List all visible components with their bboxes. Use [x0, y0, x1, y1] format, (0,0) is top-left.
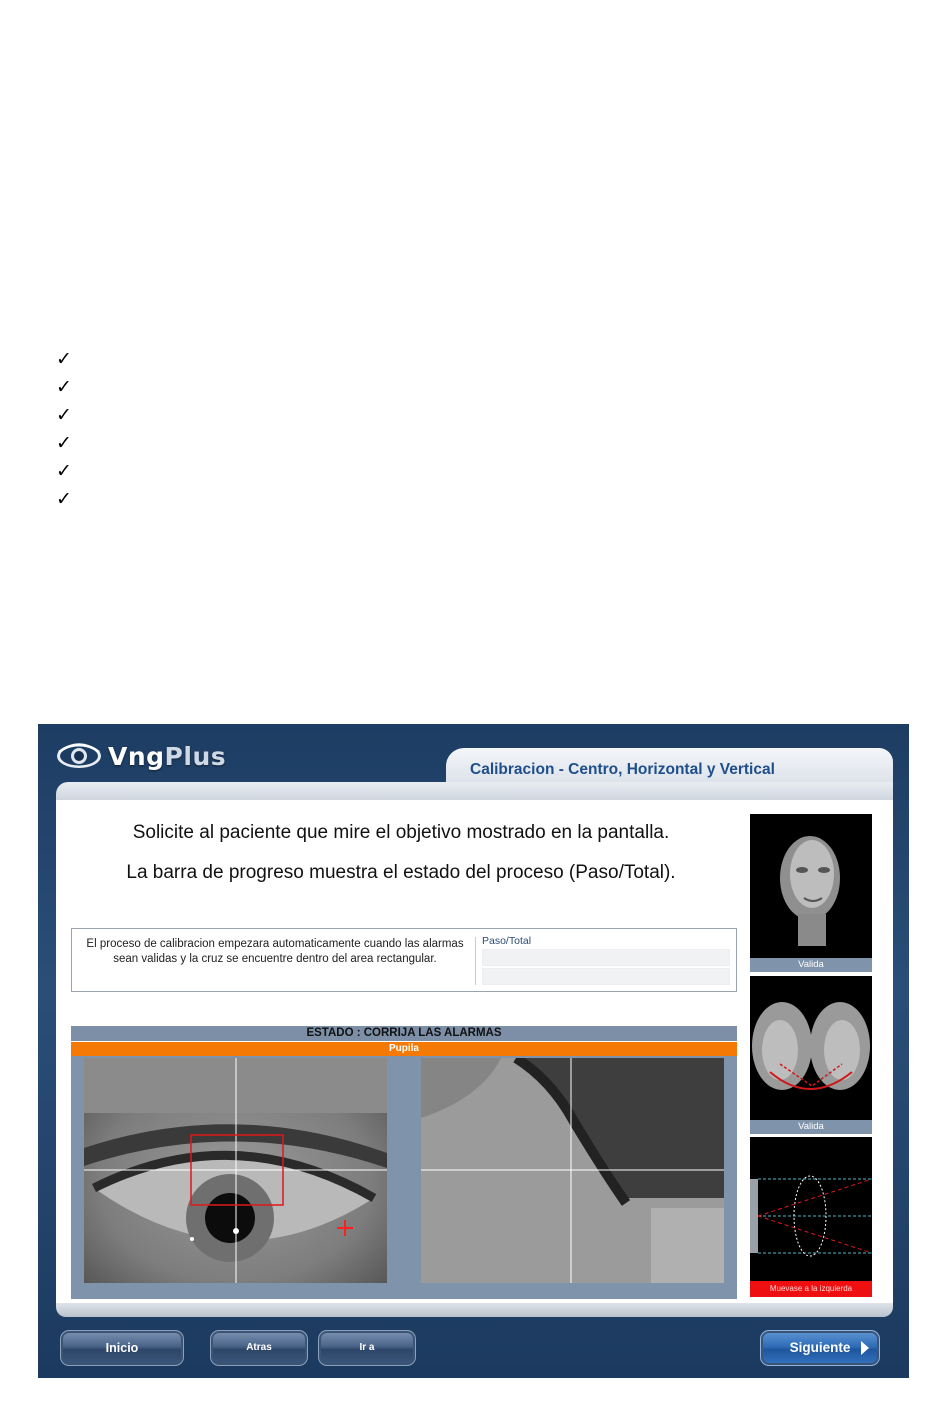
instruction-text: Solicite al paciente que mire el objetivo mostrado en la pantalla. [132, 822, 670, 843]
progress-label: Paso/Total [482, 935, 532, 947]
app-name [108, 742, 226, 771]
logo-vng: Vng [108, 741, 165, 771]
checklist-item: ✓ [56, 348, 72, 370]
target-diagram-icon [750, 1137, 872, 1281]
panel-top-edge [56, 782, 893, 800]
ir-a-button[interactable]: Ir a [318, 1330, 416, 1366]
checklist-item: ✓ [56, 432, 72, 454]
head-front-panel [750, 814, 872, 972]
siguiente-label: Siguiente [789, 1340, 851, 1355]
siguiente-button[interactable] [760, 1330, 880, 1366]
status-bar: ESTADO : CORRIJA LAS ALARMAS [71, 1026, 737, 1041]
title-tab [446, 748, 893, 784]
checklist-item: ✓ [56, 460, 72, 482]
checklist-item: ✓ [56, 488, 72, 510]
logo-plus: Plus [164, 741, 227, 771]
main-panel [56, 800, 893, 1306]
head-tilt-icon [750, 976, 872, 1120]
inicio-button[interactable]: Inicio [60, 1330, 184, 1366]
pupila-bar: Pupila [71, 1042, 737, 1056]
vngplus-window [38, 724, 909, 1378]
scene-camera-view [421, 1058, 724, 1283]
instruction-text: La barra de progreso muestra el estado del proceso (Paso/Total). [126, 862, 676, 883]
page-title: Calibracion - Centro, Horizontal y Vertical [470, 761, 775, 778]
side-panel-alert: Muevase a la izquierda [750, 1281, 872, 1297]
app-logo [56, 738, 226, 774]
checklist [56, 346, 72, 514]
progress-bar [482, 949, 730, 966]
camera-area [71, 1056, 737, 1299]
panel-bottom-edge [56, 1303, 893, 1317]
head-tilt-panel [750, 976, 872, 1134]
head-front-icon [750, 814, 872, 958]
arrow-right-icon [861, 1341, 869, 1355]
divider [475, 937, 476, 985]
checklist-item: ✓ [56, 376, 72, 398]
atras-button[interactable]: Atras [210, 1330, 308, 1366]
info-text: El proceso de calibracion empezara automaticamente cuando las alarmas sean validas y la cruz se encuentre dentro del area rectangular. [86, 938, 464, 965]
eye-logo-icon [56, 741, 102, 771]
side-panel-label: Valida [750, 1120, 872, 1134]
side-panel-label: Valida [750, 958, 872, 972]
eye-camera-view [84, 1058, 387, 1283]
info-box [71, 928, 737, 992]
progress-bar [482, 968, 730, 985]
checklist-item: ✓ [56, 404, 72, 426]
target-diagram-panel [750, 1137, 872, 1297]
